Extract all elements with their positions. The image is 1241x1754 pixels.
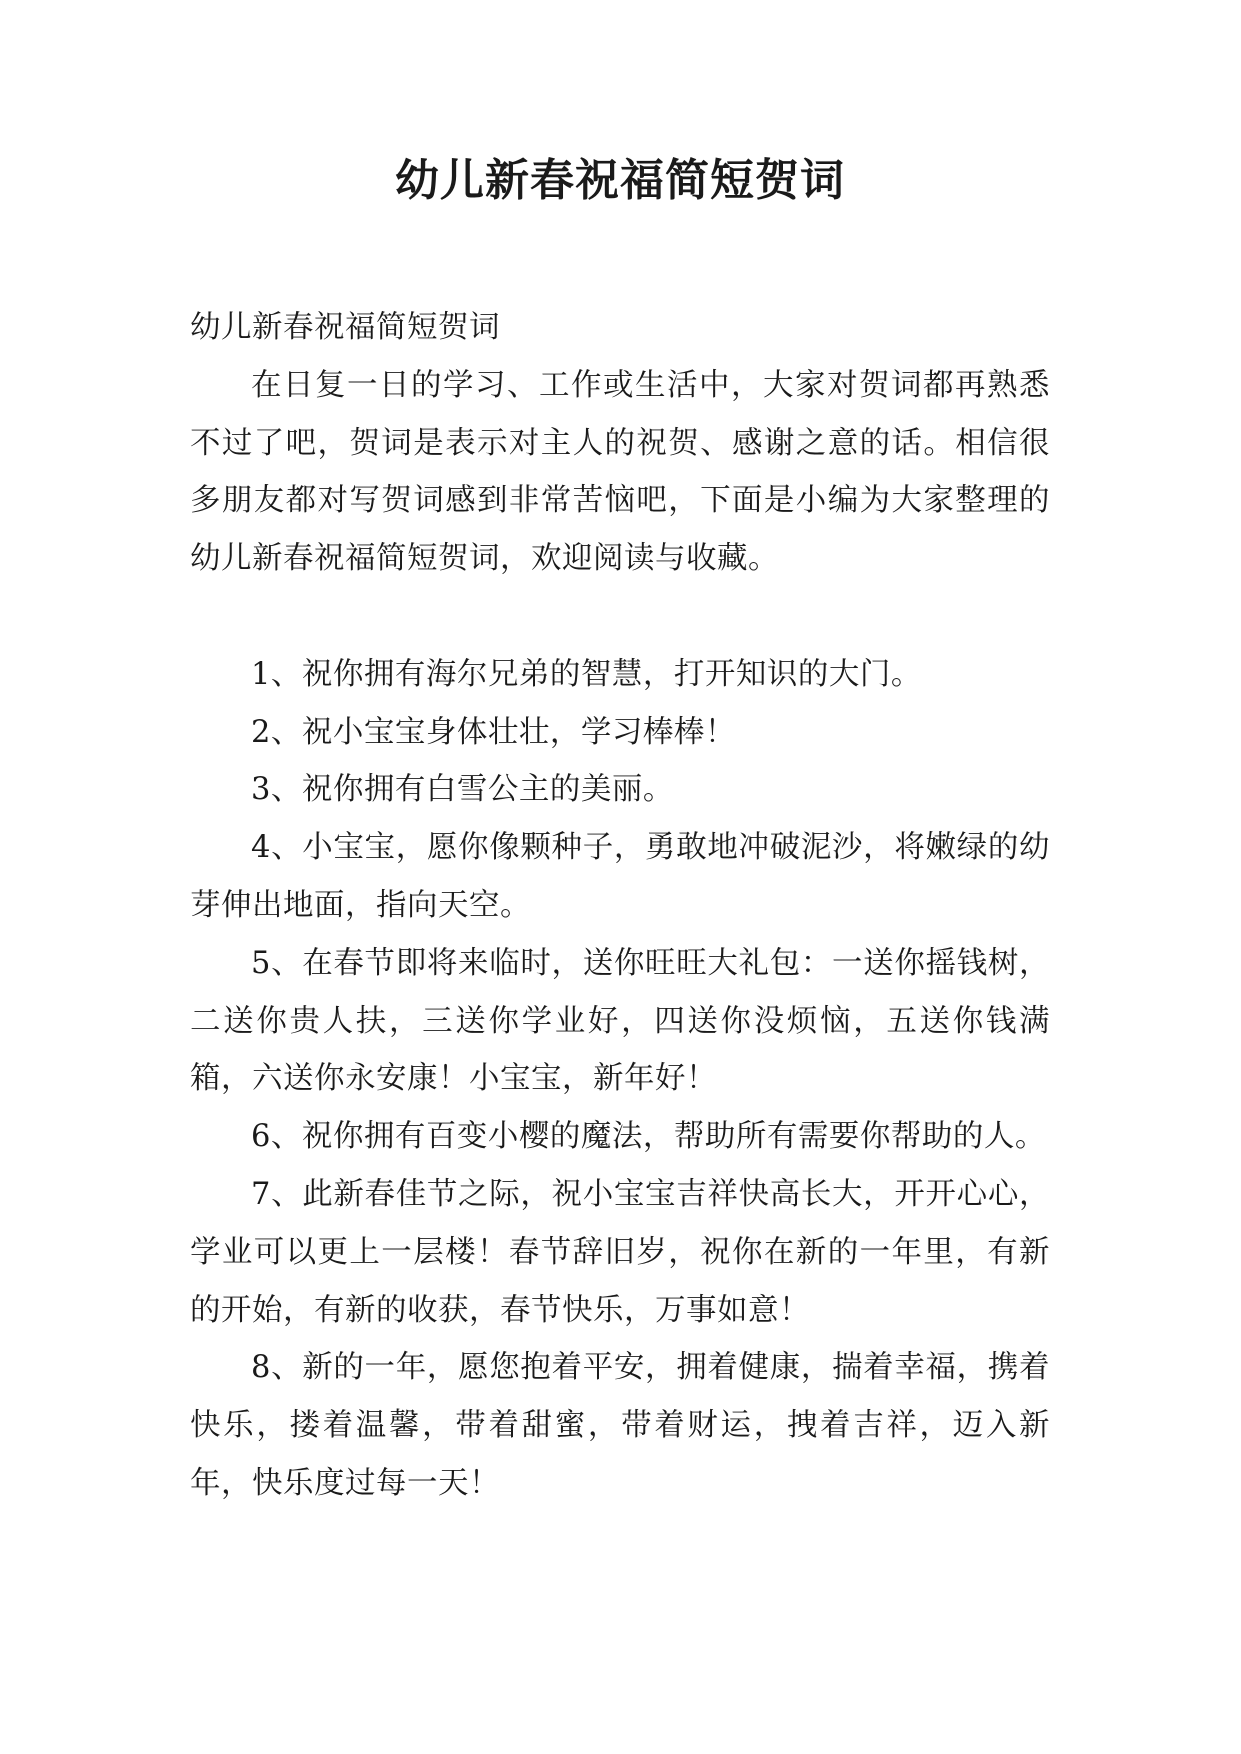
greeting-item: 8、新的一年，愿您抱着平安，拥着健康，揣着幸福，携着快乐，搂着温馨，带着甜蜜，带着财运，拽着吉祥，迈入新年，快乐度过每一天！ [190, 1350, 1050, 1501]
greeting-item: 6、祝你拥有百变小樱的魔法，帮助所有需要你帮助的人。 [251, 1119, 1046, 1155]
greeting-item: 4、小宝宝，愿你像颗种子，勇敢地冲破泥沙，将嫩绿的幼芽伸出地面，指向天空。 [190, 830, 1050, 923]
document-subtitle: 幼儿新春祝福简短贺词 [190, 310, 500, 345]
greeting-item: 7、此新春佳节之际，祝小宝宝吉祥快高长大，开开心心，学业可以更上一层楼！春节辞旧岁，祝你在新的一年里，有新的开始，有新的收获，春节快乐，万事如意！ [190, 1176, 1050, 1328]
document-title: 幼儿新春祝福简短贺词 [395, 155, 845, 206]
paragraph-spacer [190, 588, 1050, 646]
greeting-item: 5、在春节即将来临时，送你旺旺大礼包：一送你摇钱树，二送你贵人扶，三送你学业好，四送你没烦恼，五送你钱满箱，六送你永安康！小宝宝，新年好！ [190, 945, 1050, 1097]
greeting-item: 2、祝小宝宝身体壮壮，学习棒棒！ [251, 714, 736, 750]
greeting-item: 1、祝你拥有海尔兄弟的智慧，打开知识的大门。 [251, 656, 922, 692]
document-page [190, 150, 1050, 1513]
intro-paragraph: 在日复一日的学习、工作或生活中，大家对贺词都再熟悉不过了吧，贺词是表示对主人的祝贺、感谢之意的话。相信很多朋友都对写贺词感到非常苦恼吧，下面是小编为大家整理的幼儿新春祝福简短贺词，欢迎阅读与收藏。 [190, 367, 1050, 577]
document-body [190, 299, 1050, 1513]
greeting-item: 3、祝你拥有白雪公主的美丽。 [251, 772, 674, 808]
